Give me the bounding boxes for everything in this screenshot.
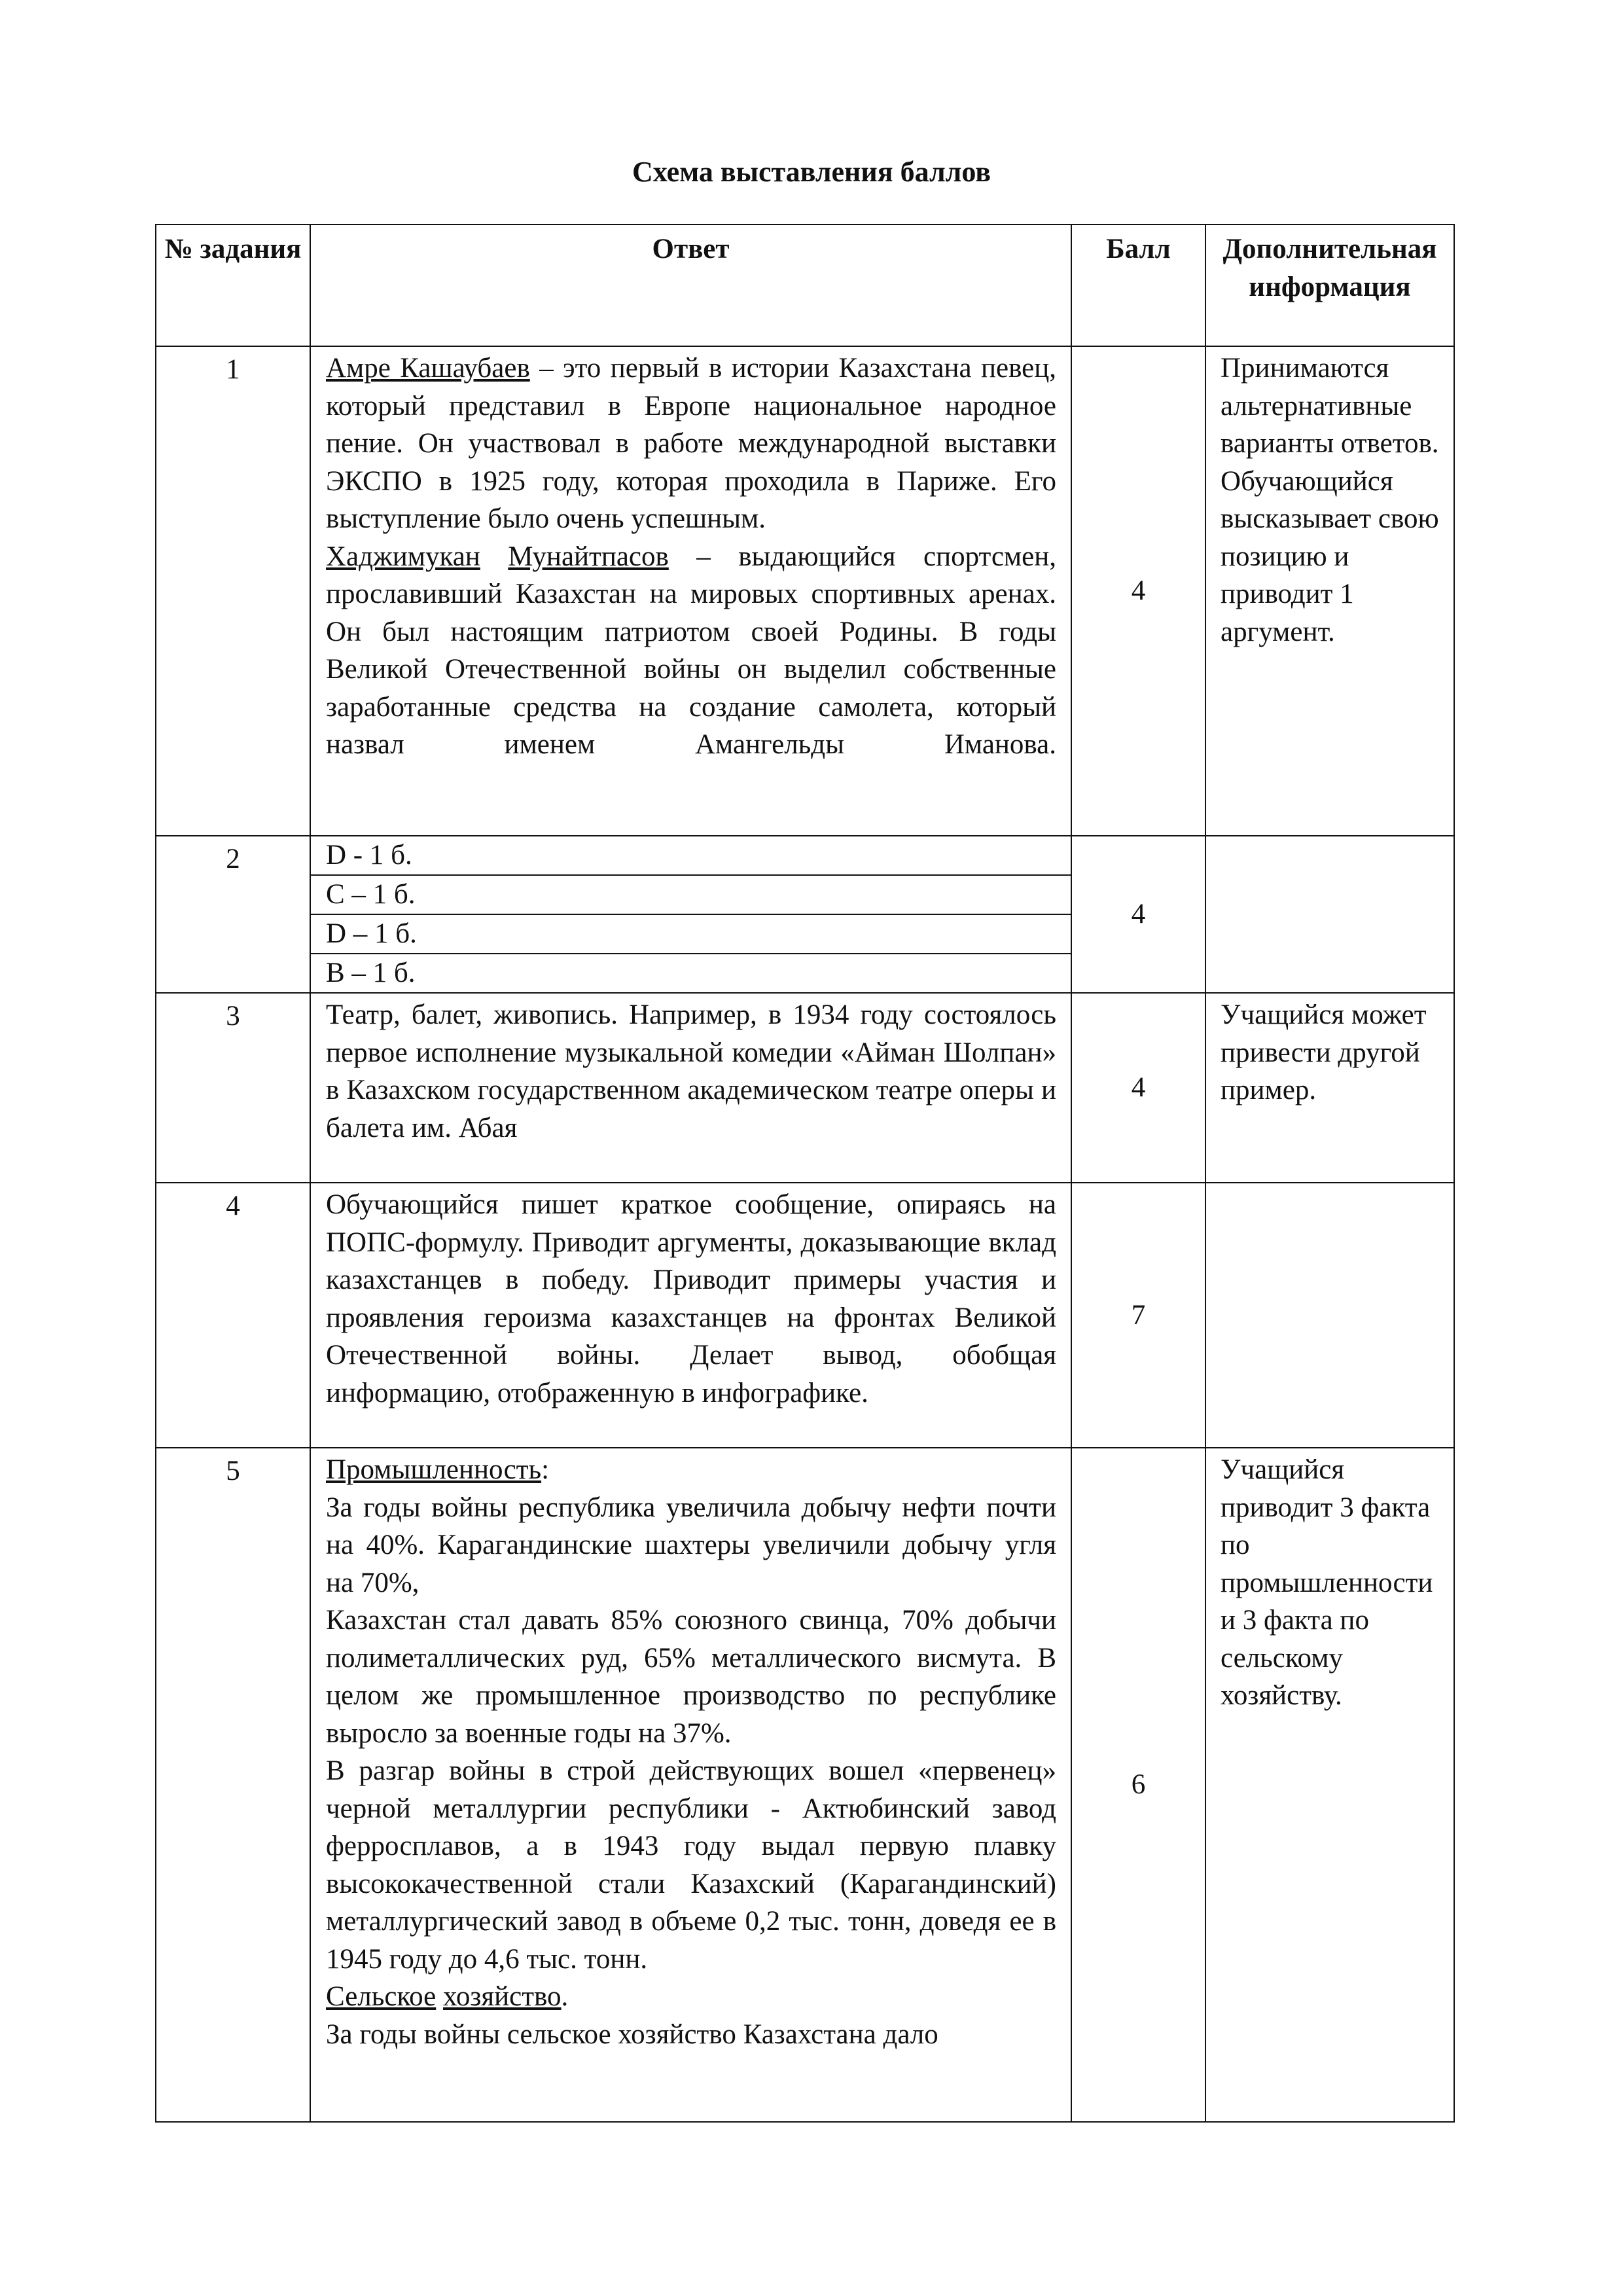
- table-header-row: [156, 224, 1454, 346]
- answer-subrow: B – 1 б.: [310, 954, 1071, 993]
- answer-text: – это первый в истории Казахстана певец, который представил в Европе национальное народное пение. Он участвовал в работе международной выставки ЭКСПО в 1925 году, которая проходила в Париже. Его выступление было очень успешным.: [326, 353, 1056, 534]
- info-cell: [1205, 836, 1454, 993]
- answer-cell: Обучающийся пишет краткое сообщение, опираясь на ПОПС-формулу. Приводит аргументы, доказывающие вклад казахстанцев в победу. Приводит примеры участия и проявления героизма казахстанцев на фронтах Великой Отечественной войны. Делает вывод, обобщая информацию, отображенную в инфографике.: [310, 1183, 1071, 1448]
- header-answer: Ответ: [310, 224, 1071, 346]
- task-number: 5: [156, 1448, 310, 2122]
- heading-agriculture-word2: хозяйство: [443, 1981, 562, 2012]
- header-task-number: № задания: [156, 224, 310, 346]
- task-number: 1: [156, 346, 310, 836]
- points-cell: 4: [1071, 836, 1205, 993]
- heading-agriculture-word1: Сельское: [326, 1981, 437, 2012]
- answer-cell: Театр, балет, живопись. Например, в 1934 году состоялось первое исполнение музыкальной комедии «Айман Шолпан» в Казахском государственном академическом театре оперы и балета им. Абая: [310, 993, 1071, 1183]
- answer-cell: [310, 346, 1071, 836]
- points-cell: 7: [1071, 1183, 1205, 1448]
- answer-paragraph: Казахстан стал давать 85% союзного свинца, 70% добычи полиметаллических руд, 65% металлического висмута. В целом же промышленное производство по республике выросло за военные годы на 37%.: [326, 1605, 1056, 1749]
- answer-paragraph: [326, 538, 1056, 764]
- info-cell: Принимаются альтернативные варианты ответов. Обучающийся высказывает свою позицию и приводит 1 аргумент.: [1205, 346, 1454, 836]
- header-points: Балл: [1071, 224, 1205, 346]
- answer-paragraph: За годы войны республика увеличила добычу нефти почти на 40%. Карагандинские шахтеры увеличили добычу угля на 70%,: [326, 1492, 1056, 1598]
- table-row: [156, 1183, 1454, 1448]
- answer-section-heading: [326, 1451, 1056, 1489]
- table-row: [156, 1448, 1454, 2122]
- answer-section-heading: [326, 1978, 1056, 2016]
- answer-subrow: D – 1 б.: [310, 914, 1071, 954]
- table-row: [156, 836, 1454, 875]
- heading-colon: :: [541, 1454, 550, 1485]
- page-title: Схема выставления баллов: [632, 156, 991, 188]
- task-number: 4: [156, 1183, 310, 1448]
- answer-person-name: Амре Кашаубаев: [326, 353, 530, 384]
- header-additional-info: Дополнительная информация: [1205, 224, 1454, 346]
- heading-dot: .: [561, 1981, 569, 2012]
- answer-cell: [310, 1448, 1071, 2122]
- table-row: [156, 993, 1454, 1183]
- scoring-table: [155, 224, 1455, 2123]
- answer-subrow: D - 1 б.: [310, 836, 1071, 875]
- task-number: 2: [156, 836, 310, 993]
- heading-industry: Промышленность: [326, 1454, 542, 1485]
- info-cell: Учащийся может привести другой пример.: [1205, 993, 1454, 1183]
- info-cell: Учащийся приводит 3 факта по промышленности и 3 факта по сельскому хозяйству.: [1205, 1448, 1454, 2122]
- points-cell: 4: [1071, 346, 1205, 836]
- task-number: 3: [156, 993, 310, 1183]
- answer-person-name: Хаджимукан: [326, 541, 480, 572]
- info-cell: [1205, 1183, 1454, 1448]
- answer-paragraph: В разгар войны в строй действующих вошел «первенец» черной металлургии республики - Актюбинский завод ферросплавов, а в 1943 году выдал первую плавку высококачественной стали Казахский (Карагандинский) металлургический завод в объеме 0,2 тыс. тонн, доведя ее в 1945 году до 4,6 тыс. тонн.: [326, 1755, 1056, 1975]
- table-row: [156, 346, 1454, 836]
- answer-paragraph: За годы войны сельское хозяйство Казахстана дало: [326, 2018, 938, 2050]
- answer-text: – выдающийся спортсмен, прославивший Казахстан на мировых спортивных аренах. Он был настоящим патриотом своей Родины. В годы Великой Отечественной войны он выделил собственные заработанные средства на создание самолета, который назвал именем Амангельды Иманова.: [326, 541, 1056, 760]
- answer-subrow: C – 1 б.: [310, 875, 1071, 914]
- points-cell: 6: [1071, 1448, 1205, 2122]
- points-cell: 4: [1071, 993, 1205, 1183]
- answer-person-name: Мунайтпасов: [508, 541, 669, 572]
